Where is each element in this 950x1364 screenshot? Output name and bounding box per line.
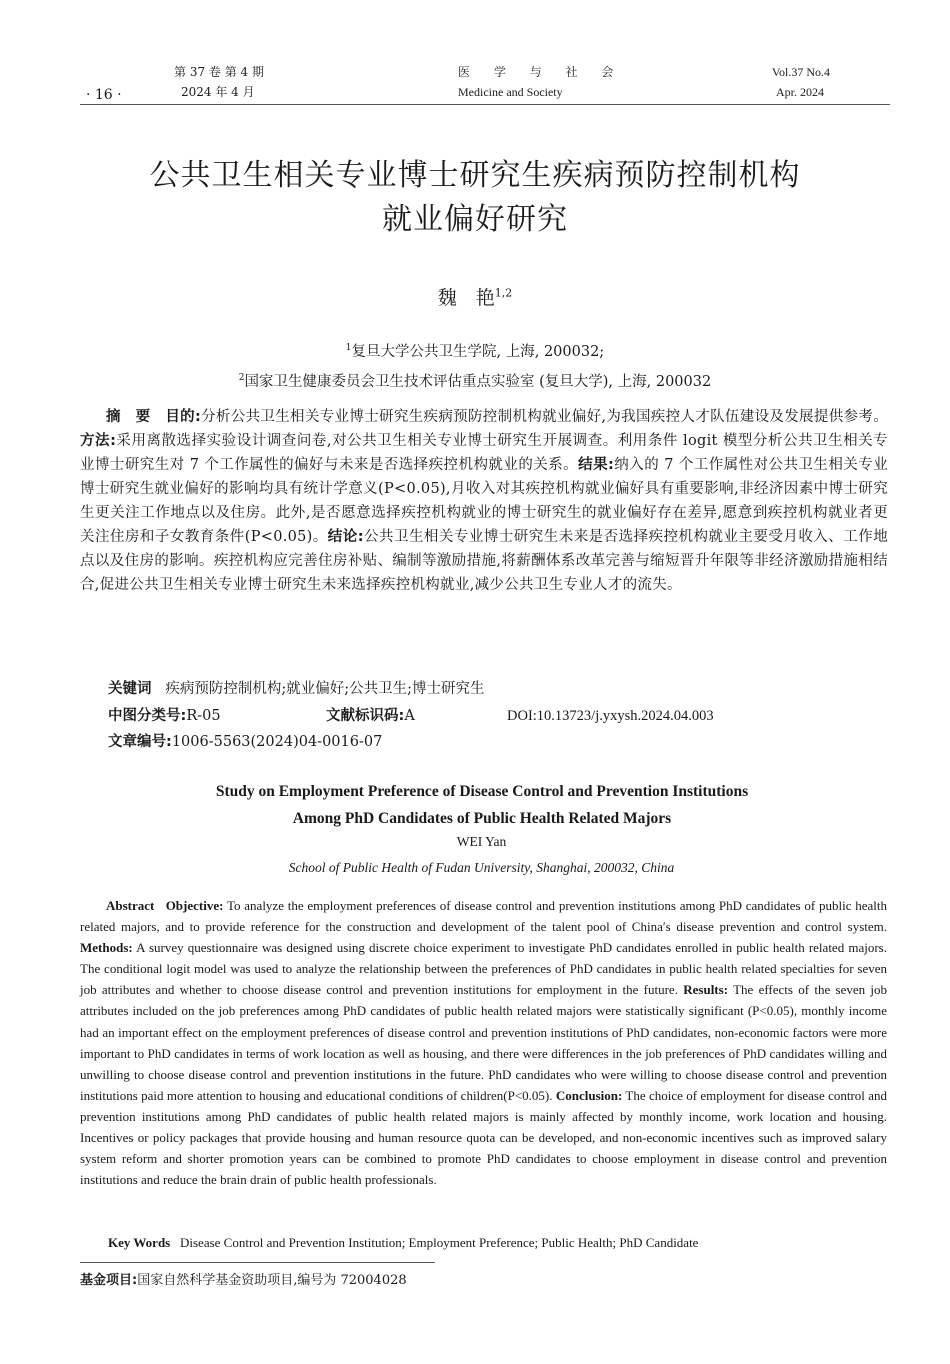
keywords-en-text: Disease Control and Prevention Institution; Employment Preference; Public Health; PhD Candidate (180, 1235, 699, 1250)
author-cn-name: 魏 艳 (437, 287, 495, 309)
journal-name-en: Medicine and Society (458, 85, 563, 99)
methods-label: 方法: (80, 433, 117, 449)
date-cn: 2024 年 4 月 (181, 85, 255, 99)
article-title-cn (80, 154, 870, 242)
results-en-label: Results: (683, 982, 729, 998)
abstract-cn (80, 405, 888, 597)
author-en: WEI Yan (456, 834, 507, 849)
conclusion-text: 公共卫生相关专业博士研究生未来是否选择疾控机构就业主要受月收入、工作地点以及住房的影响。疾控机构应完善住房补贴、编制等激励措施,将薪酬体系改革完善与缩短晋升年限等非经济激励措施相结合,促进公共卫生相关专业博士研究生未来选择疾控机构就业,减少公共卫生专业人才的流失。 (80, 529, 889, 593)
article-number (108, 732, 382, 752)
abstract-en-label: Abstract (106, 898, 155, 913)
classification-line (108, 706, 221, 726)
journal-name-cn: 医 学 与 社 会 (458, 65, 624, 79)
keywords-en (108, 1235, 698, 1251)
objective-label: 目的: (165, 409, 202, 425)
objective-text: 分析公共卫生相关专业博士研究生疾病预防控制机构就业偏好,为我国疾控人才队伍建设及发展提供参考。 (201, 409, 888, 425)
methods-en-label: Methods: (80, 940, 133, 956)
objective-en-label: Objective: (165, 898, 224, 913)
abstract-en (80, 895, 887, 1190)
title-cn-line1: 公共卫生相关专业博士研究生疾病预防控制机构 (149, 158, 801, 193)
abstract-cn-label: 摘 要 (106, 409, 151, 425)
fund-text: 国家自然科学基金资助项目,编号为 72004028 (137, 1273, 407, 1288)
keywords-en-label: Key Words (108, 1235, 171, 1250)
author-cn-sup: 1,2 (494, 286, 513, 300)
volume-en: Vol.37 No.4 (771, 65, 830, 79)
date-en: Apr. 2024 (776, 85, 824, 99)
conclusion-label: 结论: (327, 529, 364, 545)
page-number: · 16 · (86, 87, 122, 103)
article-title-en (80, 778, 884, 832)
keywords-cn-label: 关键词 (108, 681, 152, 697)
author-cn (0, 283, 950, 310)
clc-label: 中图分类号: (108, 708, 187, 724)
conclusion-en-label: Conclusion: (555, 1087, 623, 1103)
footnote-divider (80, 1262, 435, 1263)
article-no-label: 文章编号: (108, 734, 172, 750)
objective-en-text: To analyze the employment preferences of disease control and prevention institutions among PhD candidates of public health related majors, and to provide reference for the construction and development of the talent pool of China′s disease prevention and control system. (80, 898, 887, 935)
doi: DOI:10.13723/j.yxysh.2024.04.003 (507, 708, 714, 724)
doc-code-label: 文献标识码: (326, 708, 405, 724)
doc-code (326, 706, 415, 726)
results-text: 纳入的 7 个工作属性对公共卫生相关专业博士研究生就业偏好的影响均具有统计学意义(P<0.05),月收入对其疾控机构就业偏好具有重要影响,非经济因素中博士研究生更关注工作地点以及住房。此外,是否愿意选择疾控机构就业的博士研究生的就业偏好存在差异,愿意到疾控机构就业者更关注住房和子女教育条件(P<0.05)。 (80, 457, 888, 545)
keywords-cn-text: 疾病预防控制机构;就业偏好;公共卫生;博士研究生 (165, 681, 485, 697)
conclusion-en-text: The choice of employment for disease control and prevention institutions among PhD candidates of public health related majors is mainly affected by monthly income, work location and housing. Incentives or policy packages that provide housing and human resource quota can be developed, and non-economic incentives such as improved salary system reform and shorter promotion years can be combined to promote PhD candidates to choose employment in disease control and prevention institutions and reduce the brain drain of public health professionals. (80, 1087, 888, 1188)
affiliation-en: School of Public Health of Fudan University, Shanghai, 200032, China (288, 860, 675, 875)
affiliation-cn-2: $^2$国家卫生健康委员会卫生技术评估重点实验室 (复旦大学), 上海, 200032 (238, 373, 712, 390)
title-en-line2: Among PhD Candidates of Public Health Related Majors (292, 810, 672, 827)
fund-footnote (80, 1269, 407, 1288)
methods-en-text: A survey questionnaire was designed using discrete choice experiment to investigate PhD candidates enrolled in public health related majors. The conditional logit model was used to analyze the relationship between the preferences of PhD candidates in public health related specialties for seven job attributes and whether to choose disease control and prevention institutions for employment in the future. (80, 940, 887, 998)
methods-text: 采用离散选择实验设计调查问卷,对公共卫生相关专业博士研究生开展调查。利用条件 logit 模型分析公共卫生相关专业博士研究生对 7 个工作属性的偏好与未来是否选择疾控机构就业的关系。 (80, 433, 888, 473)
results-en-text: The effects of the seven job attributes included on the job preferences among PhD candidates of public health related majors were statistically significant (P<0.05), monthly income had an important effect on the employment preferences of disease control and prevention institutions of PhD candidates, non-economic factors were more important to PhD candidates in terms of work location as well as housing, and there were differences in the job preferences of PhD candidates willing and unwilling to choose disease control and prevention institutions in the future. PhD candidates who were willing to choose disease control and prevention institutions paid more attention to housing and educational conditions of children(P<0.05). (80, 982, 888, 1103)
keywords-cn (108, 679, 484, 699)
clc-value: R-05 (186, 708, 221, 724)
title-cn-line2: 就业偏好研究 (382, 202, 568, 237)
article-no-value: 1006-5563(2024)04-0016-07 (171, 734, 383, 750)
fund-label: 基金项目: (80, 1273, 138, 1288)
affiliation-cn-1: $^1$复旦大学公共卫生学院, 上海, 200032; (345, 343, 605, 360)
header-divider (80, 104, 890, 105)
results-label: 结果: (578, 457, 615, 473)
volume-cn: 第 37 卷 第 4 期 (174, 65, 264, 79)
doc-code-value: A (404, 708, 415, 724)
title-en-line1: Study on Employment Preference of Disease Control and Prevention Institutions (215, 783, 749, 800)
